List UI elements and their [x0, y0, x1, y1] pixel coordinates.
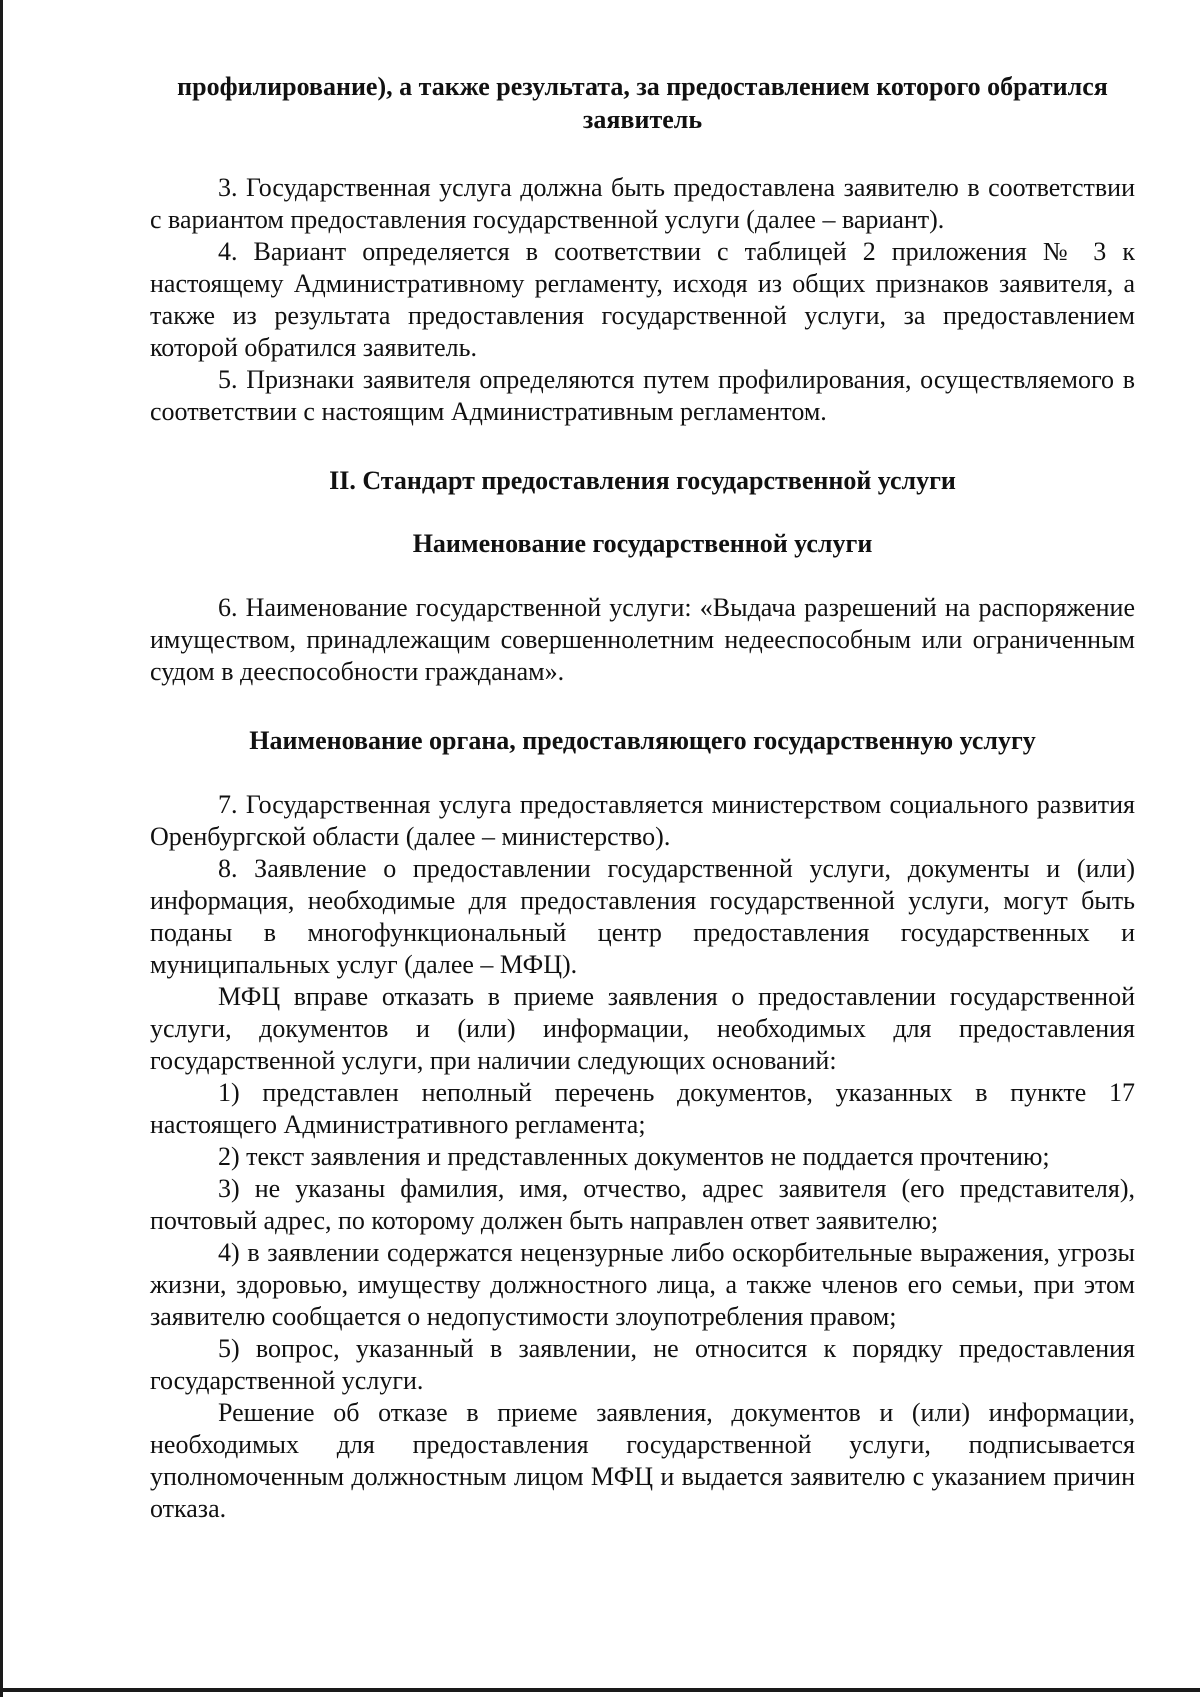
section-title-2: II. Стандарт предоставления государственной услуги [329, 466, 956, 495]
document-page [150, 70, 1135, 1525]
scan-border-left [0, 0, 3, 1697]
list-item-3: 3) не указаны фамилия, имя, отчество, адрес заявителя (его представителя), почтовый адрес, по которому должен быть направлен ответ заявителю; [150, 1174, 1135, 1235]
list-item-2: 2) текст заявления и представленных документов не поддается прочтению; [218, 1142, 1050, 1171]
paragraph-4: 4. Вариант определяется в соответствии с таблицей 2 приложения № 3 к настоящему Административному регламенту, исходя из общих признаков заявителя, а также из результата предоставления государственной услуги, за предоставлением которой обратился заявитель. [150, 237, 1135, 362]
scan-border-bottom [0, 1688, 1200, 1692]
paragraph-5: 5. Признаки заявителя определяются путем профилирования, осуществляемого в соответствии с настоящим Административным регламентом. [150, 365, 1135, 426]
list-item-5: 5) вопрос, указанный в заявлении, не относится к порядку предоставления государственной услуги. [150, 1334, 1135, 1395]
subheading-service-name: Наименование государственной услуги [412, 529, 873, 558]
heading-continuation: профилирование), а также результата, за предоставлением которого обратился заявитель [177, 72, 1108, 134]
paragraph-3: 3. Государственная услуга должна быть предоставлена заявителю в соответствии с вариантом предоставления государственной услуги (далее – вариант). [150, 173, 1135, 234]
paragraph-8: 8. Заявление о предоставлении государственной услуги, документы и (или) информация, необходимые для предоставления государственной услуги, могут быть поданы в многофункциональный центр предоставления государственных и муниципальных услуг (далее – МФЦ). [150, 854, 1135, 979]
paragraph-mfc-refusal: МФЦ вправе отказать в приеме заявления о предоставлении государственной услуги, документов и (или) информации, необходимых для предоставления государственной услуги, при наличии следующих оснований: [150, 982, 1135, 1075]
paragraph-decision: Решение об отказе в приеме заявления, документов и (или) информации, необходимых для предоставления государственной услуги, подписывается уполномоченным должностным лицом МФЦ и выдается заявителю с указанием причин отказа. [150, 1398, 1135, 1523]
subheading-organ: Наименование органа, предоставляющего государственную услугу [249, 726, 1036, 755]
paragraph-6: 6. Наименование государственной услуги: «Выдача разрешений на распоряжение имуществом, принадлежащим совершеннолетним недееспособным или ограниченным судом в дееспособности гражданам». [150, 593, 1135, 686]
list-item-1: 1) представлен неполный перечень документов, указанных в пункте 17 настоящего Административного регламента; [150, 1078, 1135, 1139]
paragraph-7: 7. Государственная услуга предоставляется министерством социального развития Оренбургской области (далее – министерство). [150, 790, 1135, 851]
list-item-4: 4) в заявлении содержатся нецензурные либо оскорбительные выражения, угрозы жизни, здоровью, имуществу должностного лица, а также членов его семьи, при этом заявителю сообщается о недопустимости злоупотребления правом; [150, 1238, 1135, 1331]
